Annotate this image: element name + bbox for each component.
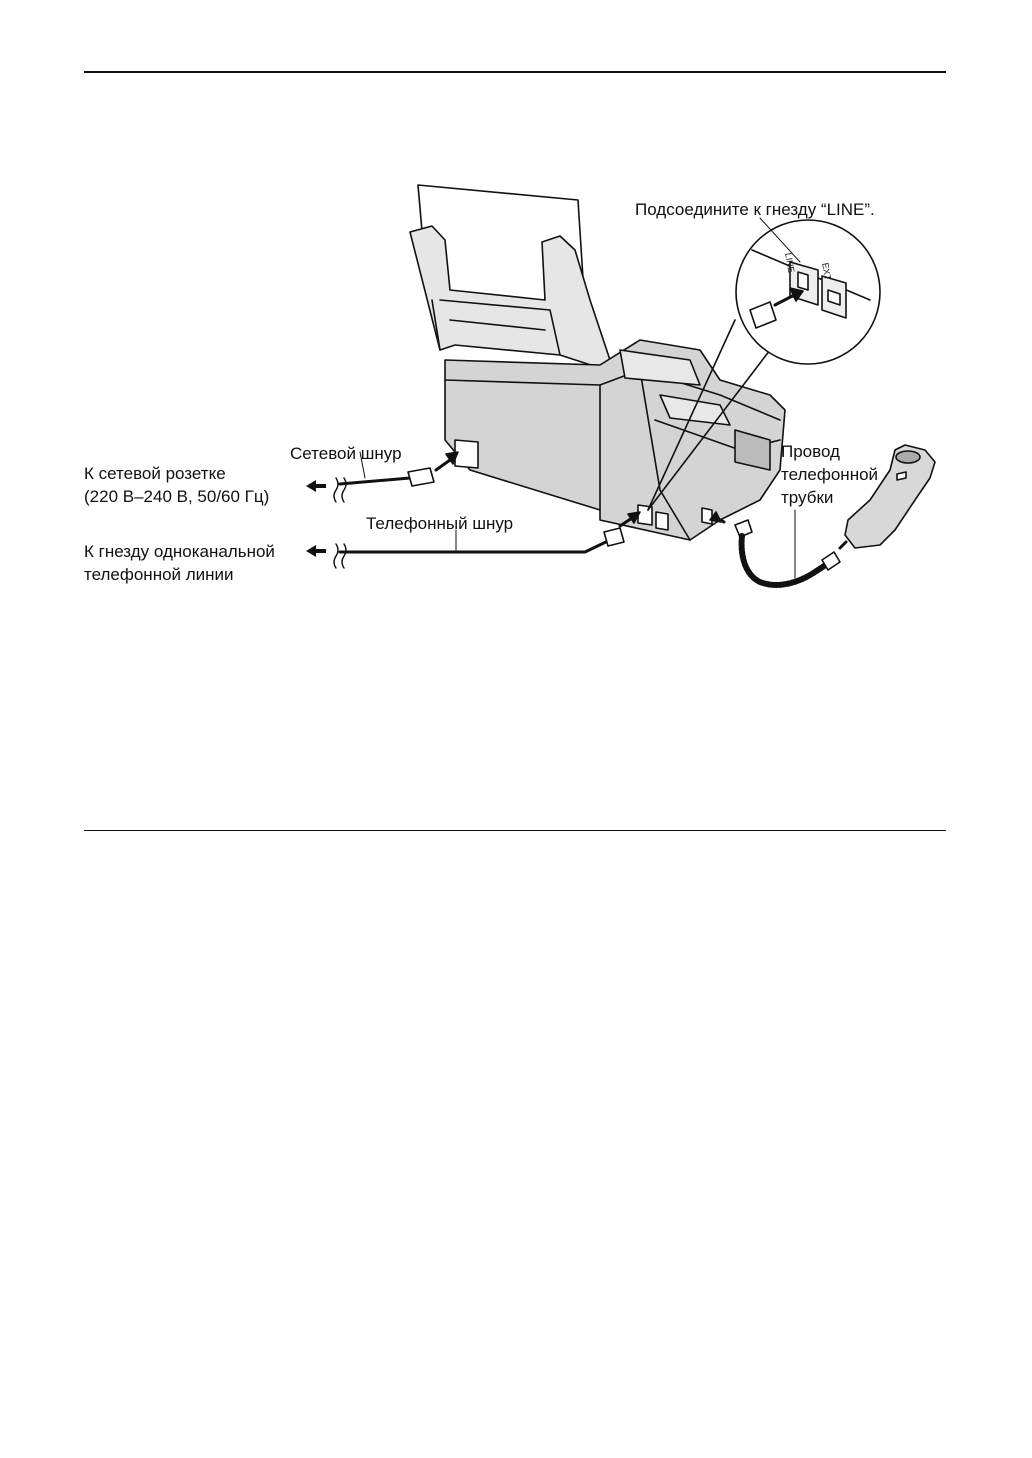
line-socket-label-line2: телефонной линии bbox=[84, 565, 234, 584]
handset-cord-label-line1: Провод bbox=[781, 442, 840, 461]
line-socket-label-line1: К гнезду одноканальной bbox=[84, 542, 275, 561]
break-marks bbox=[334, 478, 346, 568]
outlet-label-line2: (220 В–240 В, 50/60 Гц) bbox=[84, 487, 270, 506]
handset-cord-label-line3: трубки bbox=[781, 488, 834, 507]
outlet-label-line1: К сетевой розетке bbox=[84, 464, 226, 483]
jack-ext-marking: EXT bbox=[820, 262, 834, 281]
line-jack-label: Подсоедините к гнезду “LINE”. bbox=[635, 200, 875, 219]
phone-cord-label: Телефонный шнур bbox=[366, 514, 514, 533]
power-cord-label: Сетевой шнур bbox=[290, 444, 402, 463]
fax-body bbox=[445, 340, 785, 540]
bottom-rule bbox=[84, 830, 946, 831]
handset-coiled-cord bbox=[710, 510, 846, 585]
handset-cord-label-line2: телефонной bbox=[781, 465, 879, 484]
left-arrows bbox=[306, 480, 326, 557]
handset bbox=[845, 445, 935, 548]
jack-line-marking: LINE bbox=[783, 252, 797, 274]
